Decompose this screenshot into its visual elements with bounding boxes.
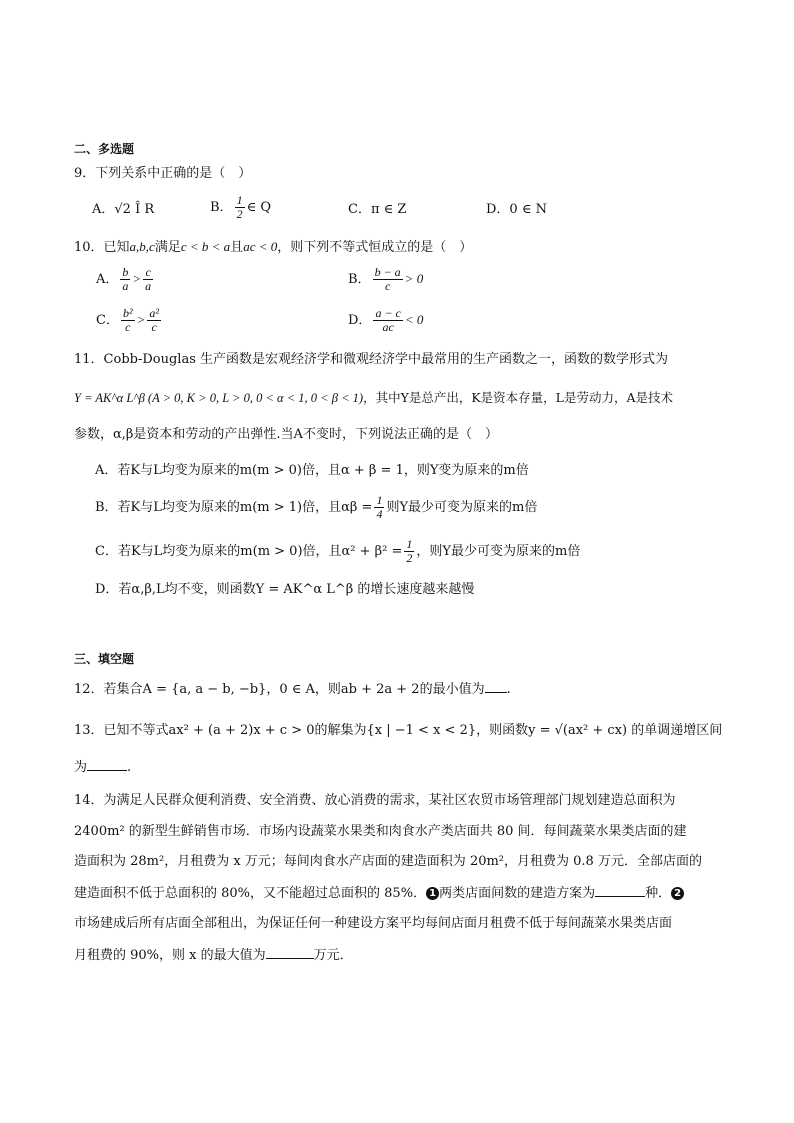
option-text: C．若K与L均变为原来的m(m > 0)倍，且α² + β² = [95,544,403,559]
question-9-option-d: D．0 ∈ N [486,202,547,217]
fraction [374,494,384,521]
question-text: 为 [74,760,88,775]
stem-text: 10．已知 [74,240,130,255]
question-14-line-5: 市场建成后所有店面全部租出，为保证任何一种建设方案平均每间店面月租费不低于每间蔬菜水果类店面 [74,916,673,931]
question-12 [74,680,511,699]
denominator: c [125,320,131,334]
question-11-option-b [95,494,537,521]
option-label: B． [348,272,371,287]
answer-blank [485,680,507,693]
question-13-line-1: 13．已知不等式ax² + (a + 2)x + c > 0的解集为{x | −1 < x < 2}，则函数y = √(ax² + cx) 的单调递增区间 [74,723,723,738]
question-11-stem-line-2 [74,389,673,407]
question-11-stem-line-1: 11．Cobb-Douglas 生产函数是宏观经济学和微观经济学中最常用的生产函数之一，函数的数学形式为 [74,352,669,367]
numerator: a − c [375,306,401,320]
denominator: c [384,279,391,293]
section-heading-fill-in-blank: 三、填空题 [74,652,135,666]
question-text: 12．若集合A = {a, a − b, −b}，0 ∈ A，则ab + 2a + 2的最小值为 [74,682,485,697]
question-10-option-a [96,266,155,293]
answer-blank [87,758,127,771]
denominator: ac [382,320,394,334]
question-14-line-4 [74,884,684,903]
question-text: 两类店面间数的建造方案为 [439,886,596,901]
circled-number-1: 1 [426,887,439,900]
section-heading-multiple-choice: 二、多选题 [74,142,135,156]
fraction [147,307,161,334]
numerator: b − a [374,265,401,279]
denominator: 2 [406,551,413,565]
numerator: c [143,266,153,280]
cobb-douglas-formula: Y = AK^α L^β (A > 0, K > 0, L > 0, 0 < α < 1, 0 < β < 1) [74,391,364,405]
question-11-option-a: A．若K与L均变为原来的m(m > 0)倍，且α + β = 1，则Y变为原来的m倍 [95,463,529,478]
question-9-option-b [210,194,271,221]
operator: < 0 [404,312,424,327]
question-11-option-c [95,538,580,565]
math-condition: c < b < a [180,239,231,254]
option-text: 则Y最少可变为原来的m倍 [386,500,538,515]
question-14-line-6 [74,946,353,965]
question-end: . [506,682,511,697]
question-13-line-2 [74,758,131,777]
stem-text: 且 [230,240,244,255]
question-11-stem-line-3: 参数，α,β是资本和劳动的产出弹性.当A不变时，下列说法正确的是（ ） [74,427,498,442]
question-text: 种． [645,886,672,901]
fraction [404,538,414,565]
question-text: 万元． [313,948,353,963]
question-10-stem [74,238,472,257]
option-text: ，则Y最少可变为原来的m倍 [416,544,581,559]
question-10-option-d [348,307,423,334]
numerator: a² [149,306,159,320]
question-10-option-c [96,307,163,334]
numerator: 1 [376,493,383,507]
operator: > [132,271,142,286]
numerator: 1 [236,193,243,207]
stem-text: ，则下列不等式恒成立的是（ ） [277,240,473,255]
numerator: b [122,265,129,279]
circled-number-2: 2 [671,887,684,900]
numerator: b² [122,306,133,320]
option-text: B．若K与L均变为原来的m(m > 1)倍，且αβ = [95,500,373,515]
question-9-stem: 9．下列关系中正确的是（ ） [74,166,252,181]
denominator: a [122,279,129,293]
question-14-line-3: 造面积为 28m²，月租费为 x 万元；每间肉食水产店面的建造面积为 20m²，月租费为 0.8 万元．全部店面的 [74,854,702,869]
option-label: A． [96,272,119,287]
operator: > [136,312,146,327]
question-end: . [127,760,132,775]
option-label: B． [210,200,233,215]
question-9-option-a: A．√2 Î R [92,202,155,217]
answer-blank [266,946,314,959]
question-9-option-c: C．π ∈ Z [348,202,407,217]
option-tail: ∈ Q [246,200,271,215]
fraction [373,266,403,293]
denominator: 4 [376,507,383,521]
answer-blank [595,884,645,897]
question-text: 建造面积不低于总面积的 80%，又不能超过总面积的 85%． [74,886,427,901]
math-condition: ac < 0 [243,239,278,254]
option-label: D． [348,313,372,328]
fraction [235,194,245,221]
fraction [143,266,153,293]
stem-text: 满足 [154,240,181,255]
math-vars: a,b,c [129,239,155,254]
stem-text: ，其中Y是总产出，K是资本存量，L是劳动力，A是技术 [363,390,673,405]
question-11-option-d: D．若α,β,L均不变，则函数Y = AK^α L^β 的增长速度越来越慢 [95,582,475,597]
question-10-option-b [348,266,423,293]
numerator: 1 [406,537,413,551]
fraction [373,307,402,334]
denominator: 2 [236,207,243,221]
question-14-line-1: 14．为满足人民群众便利消费、安全消费、放心消费的需求，某社区农贸市场管理部门规划建造总面积为 [74,793,676,808]
question-text: 月租费的 90%，则 x 的最大值为 [74,948,266,963]
option-label: C． [96,313,119,328]
operator: > 0 [404,271,424,286]
question-14-line-2: 2400m² 的新型生鲜销售市场．市场内设蔬菜水果类和肉食水产类店面共 80 间．每间蔬菜水果类店面的建 [74,824,687,839]
fraction [121,307,135,334]
denominator: a [145,279,152,293]
denominator: c [151,320,157,334]
fraction [120,266,130,293]
